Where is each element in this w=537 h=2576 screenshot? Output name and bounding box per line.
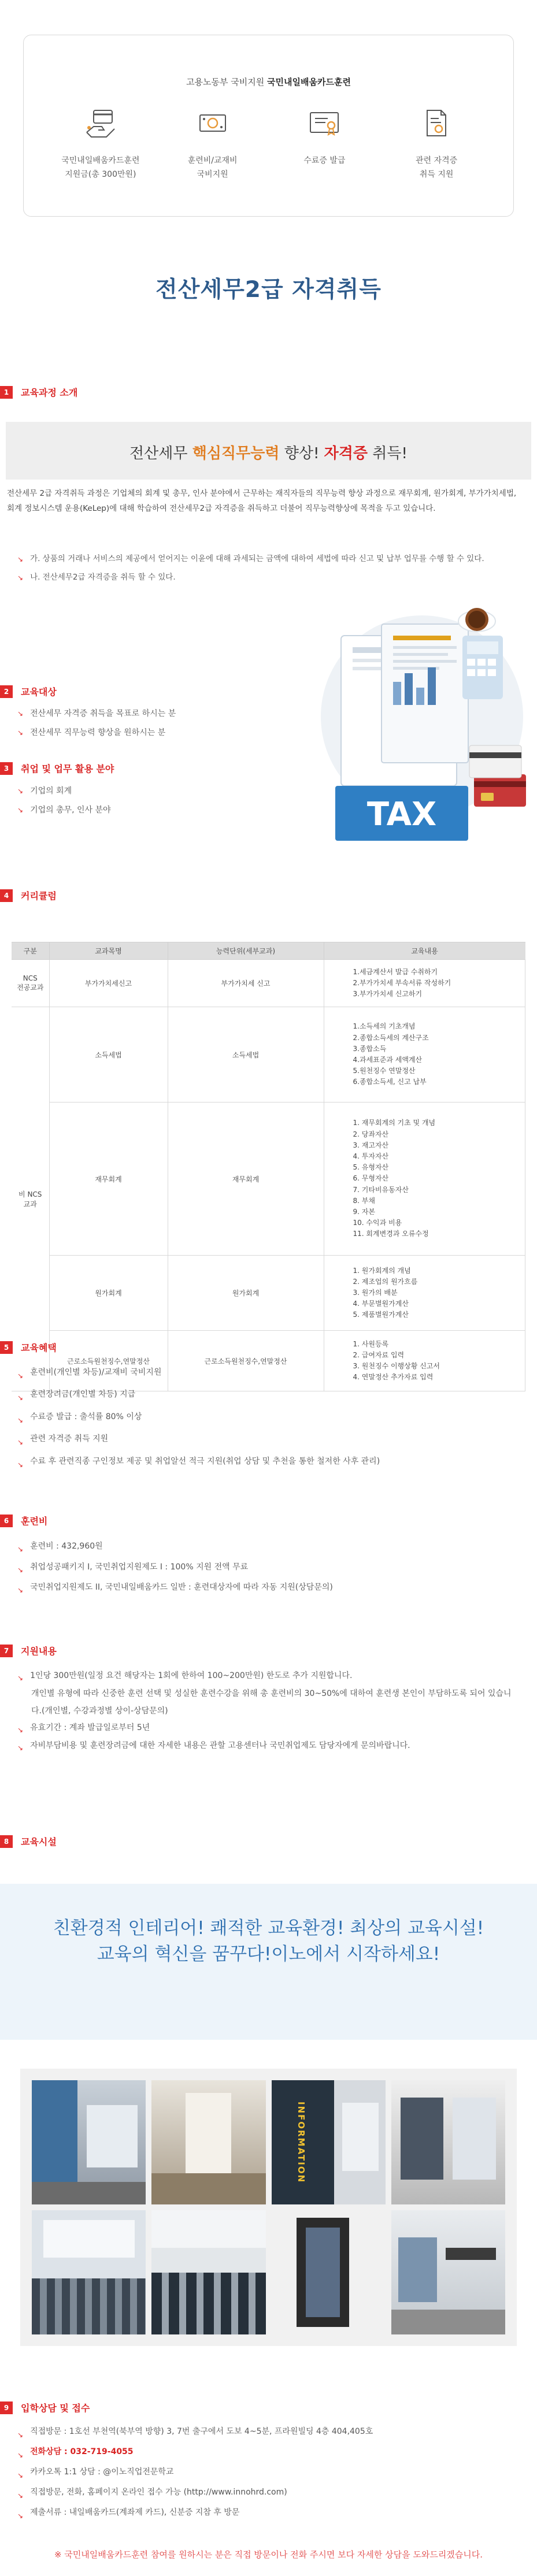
- section-title: 입학상담 및 접수: [21, 2403, 90, 2414]
- section-header-intro: [0, 385, 77, 399]
- section-number: 9: [0, 2401, 13, 2414]
- list-item: ↘ 직접방문 : 1호선 부천역(북부역 방향) 3, 7번 출구에서 도보 4~5분, 프라원빌딩 4층 404,405호: [17, 2423, 526, 2443]
- facility-photo-hallway: [391, 2080, 505, 2204]
- benefit-label-card: 국민내일배움카드훈련 지원금(총 300만원): [61, 156, 140, 179]
- benefits-box: [23, 35, 514, 217]
- arrow-icon: ↘: [17, 806, 24, 814]
- employment-list: [17, 784, 111, 818]
- facility-banner: [0, 1884, 537, 2040]
- arrow-icon: ↘: [17, 1545, 24, 1553]
- facility-photo-grid: [20, 2069, 517, 2346]
- benefit-label-license: 관련 자격증 취득 지원: [416, 156, 458, 179]
- table-cell-contents: 1.소득세의 기초개념 2.종합소득세의 계산구조 3.종합소득 4.과세표준과 세액계산 5.원천징수 연말정산 6.종합소득세, 신고 납부: [324, 1007, 525, 1103]
- table-header: 교육내용: [324, 942, 525, 960]
- section-title: 교육대상: [21, 686, 57, 697]
- hand-card-icon: [82, 105, 119, 142]
- section-number: 2: [0, 685, 13, 698]
- list-item: ↘ 취업성공패키지 I, 국민취업지원제도 I : 100% 지원 전액 무료: [17, 1558, 526, 1579]
- table-row: [12, 960, 525, 1007]
- table-row: [12, 1256, 525, 1331]
- section-number: 7: [0, 1645, 13, 1657]
- curriculum-table: [12, 942, 525, 1391]
- kakao-contact[interactable]: ↘ 카카오톡 1:1 상담 : @이노직업전문학교: [17, 2463, 526, 2484]
- table-cell-subject: 재무회계: [49, 1103, 168, 1256]
- list-item: ↘ 유효기간 : 계좌 발급일로부터 5년: [17, 1720, 520, 1738]
- table-row: [12, 1103, 525, 1256]
- benefits-title-prefix: 고용노동부 국비지원: [186, 77, 265, 87]
- arrow-icon: ↘: [17, 1586, 24, 1595]
- table-cell-category: NCS 전공교과: [12, 960, 49, 1007]
- phone-contact[interactable]: ↘ 전화상담 : 032-719-4055: [17, 2443, 526, 2463]
- facility-photo-classroom-2: [151, 2210, 265, 2334]
- section-header-benefits: [0, 1341, 57, 1354]
- benefit-item-certificate: [278, 105, 371, 182]
- intro-headline-box: [6, 422, 531, 480]
- arrow-icon: ↘: [17, 1744, 24, 1753]
- footer-note: ※ 국민내일배움카드훈련 참여를 원하시는 분은 직접 방문이나 전화 주시면 보다 자세한 상담을 도와드리겠습니다.: [54, 2549, 483, 2560]
- arrow-icon: ↘: [17, 1460, 24, 1469]
- section-title: 교육과정 소개: [21, 387, 78, 398]
- facility-photo-classroom-1: [32, 2210, 146, 2334]
- website-contact[interactable]: ↘ 직접방문, 전화, 홈페이지 온라인 접수 가능 (http://www.innohrd.com): [17, 2484, 526, 2504]
- table-cell-contents: 1. 사원등록 2. 급여자료 입력 3. 원천징수 이행상황 신고서 4. 연말정산 추가자료 입력: [324, 1331, 525, 1391]
- section-number: 4: [0, 889, 13, 902]
- facility-photo-lobby: [32, 2080, 146, 2204]
- list-item: ↘ 훈련비 : 432,960원: [17, 1537, 526, 1558]
- benefits-title: [24, 76, 513, 88]
- section-header-fee: [0, 1514, 47, 1527]
- table-cell-unit: 부가가치세 신고: [168, 960, 324, 1007]
- benefit-label-money: 훈련비/교재비 국비지원: [187, 156, 238, 179]
- benefit-label-certificate: 수료증 발급: [303, 156, 346, 165]
- section-header-contact: [0, 2401, 90, 2414]
- section-number: 3: [0, 762, 13, 775]
- list-item: ↘ 1인당 300만원(일정 요건 해당자는 1회에 한하여 100~200만원) 한도로 추가 지원합니다.: [17, 1668, 520, 1686]
- benefits-list: [17, 1363, 526, 1473]
- list-item: ↘ 전산세무 자격증 취득을 목표로 하시는 분: [17, 706, 176, 722]
- arrow-icon: ↘: [17, 1725, 24, 1734]
- arrow-icon: ↘: [17, 573, 24, 582]
- arrow-icon: ↘: [17, 1438, 24, 1447]
- facility-photo-door: [272, 2210, 386, 2334]
- list-item: ↘ 훈련비(개인별 차등)/교재비 국비지원: [17, 1363, 526, 1384]
- certificate-icon: [306, 105, 343, 142]
- facility-photo-information: [272, 2080, 386, 2204]
- arrow-icon: ↘: [17, 2512, 24, 2520]
- contact-list: [17, 2423, 526, 2524]
- list-item: 개인별 유형에 따라 신중한 훈련 선택 및 성실한 훈련수강을 위해 총 훈련비의 30~50%에 대하여 훈련생 본인이 부담하도록 되어 있습니다.(개인별, 수강과정별 상이-상담문의): [31, 1689, 512, 1716]
- svg-text:TAX: TAX: [366, 796, 437, 833]
- list-item: ↘ 나. 전산세무2급 자격증을 취득 할 수 있다.: [17, 570, 520, 585]
- arrow-icon: ↘: [17, 710, 24, 718]
- section-title: 취업 및 업무 활용 분야: [21, 763, 114, 774]
- table-cell-subject: 원가회계: [49, 1256, 168, 1331]
- list-item: ↘ 관련 자격증 취득 지원: [17, 1429, 526, 1451]
- money-bill-icon: [194, 105, 231, 142]
- list-item: ↘ 훈련장려금(개인별 차등) 지급: [17, 1384, 526, 1406]
- table-header: 교과목명: [49, 942, 168, 960]
- list-item: ↘ 가. 상품의 거래나 서비스의 제공에서 얻어지는 이윤에 대해 과세되는 금액에 대하여 세법에 따라 신고 및 납부 업무를 수행 할 수 있다.: [17, 552, 520, 567]
- arrow-icon: ↘: [17, 1394, 24, 1402]
- tax-illustration: [301, 601, 532, 844]
- benefit-item-money: [166, 105, 259, 182]
- table-header: 능력단위(세부교과): [168, 942, 324, 960]
- arrow-icon: ↘: [17, 2492, 24, 2500]
- arrow-icon: ↘: [17, 1674, 24, 1682]
- table-cell-unit: 소득세법: [168, 1007, 324, 1103]
- section-header-target: [0, 685, 57, 698]
- list-item: ↘ 제출서류 : 내일배움카드(계좌제 카드), 신분증 지참 후 방문: [17, 2504, 526, 2524]
- benefits-title-bold: 국민내일배움카드훈련: [267, 77, 351, 87]
- table-cell-subject: 근로소득원천징수,연말정산: [49, 1331, 168, 1391]
- section-number: 8: [0, 1835, 13, 1848]
- table-cell-contents: 1. 재무회계의 기초 및 개념 2. 당좌자산 3. 재고자산 4. 투자자산 5. 유형자산 6. 무형자산 7. 기타비유동자산 8. 부채 9. 자본 10. 수익과 비용 11. 회계변경과 오류수정: [324, 1103, 525, 1256]
- section-header-facility: [0, 1835, 57, 1848]
- table-header: 구분: [12, 942, 49, 960]
- arrow-icon: ↘: [17, 728, 24, 737]
- table-header-row: [12, 942, 525, 960]
- section-header-curriculum: [0, 889, 57, 902]
- arrow-icon: ↘: [17, 1416, 24, 1424]
- target-list: [17, 706, 176, 740]
- support-list: [17, 1668, 520, 1755]
- list-item: ↘ 기업의 회계: [17, 784, 111, 799]
- table-cell-contents: 1.세금계산서 발급 수취하기 2.부가가치세 부속서류 작성하기 3.부가가치세 신고하기: [324, 960, 525, 1007]
- section-title: 훈련비: [21, 1516, 48, 1527]
- arrow-icon: ↘: [17, 2471, 24, 2480]
- table-cell-unit: 근로소득원천징수,연말정산: [168, 1331, 324, 1391]
- arrow-icon: ↘: [17, 1372, 24, 1380]
- section-number: 6: [0, 1515, 13, 1527]
- list-item: ↘ 기업의 총무, 인사 분야: [17, 803, 111, 818]
- arrow-icon: ↘: [17, 555, 24, 563]
- section-title: 커리큘럼: [21, 890, 57, 901]
- section-header-employment: [0, 762, 114, 775]
- section-title: 교육혜택: [21, 1342, 57, 1353]
- list-item: ↘ 전산세무 직무능력 향상을 원하시는 분: [17, 725, 176, 741]
- table-cell-unit: 원가회계: [168, 1256, 324, 1331]
- arrow-icon: ↘: [17, 787, 24, 795]
- table-cell-unit: 재무회계: [168, 1103, 324, 1256]
- arrow-icon: ↘: [17, 1565, 24, 1574]
- table-cell-subject: 소득세법: [49, 1007, 168, 1103]
- license-document-icon: [418, 105, 455, 142]
- intro-paragraph: 전산세무 2급 자격취득 과정은 기업체의 회계 및 총무, 인사 분야에서 근무하는 재직자들의 직무능력 향상 과정으로 재무회계, 원가회계, 부가가치세법, 회계 정보시스템 운용(KeLep)에 대해 학습하여 전산세무2급 자격증을 취득하고 더불어 직무능력향상에 목적을 두고 있습니다.: [7, 489, 517, 513]
- table-cell-subject: 부가가치세신고: [49, 960, 168, 1007]
- benefit-item-license: [390, 105, 483, 182]
- section-number: 1: [0, 386, 13, 399]
- table-cell-contents: 1. 원가회계의 개념 2. 제조업의 원가흐름 3. 원가의 배분 4. 부문별원가계산 5. 제품별원가계산: [324, 1256, 525, 1331]
- list-item: ↘ 자비부담비용 및 훈련장려금에 대한 자세한 내용은 관할 고용센터나 국민취업제도 담당자에게 문의바랍니다.: [17, 1738, 520, 1755]
- facility-photo-corridor: [151, 2080, 265, 2204]
- section-number: 5: [0, 1341, 13, 1354]
- benefit-item-card: [54, 105, 147, 182]
- facility-banner-text: 친환경적 인테리어! 쾌적한 교육환경! 최상의 교육시설! 교육의 혁신을 꿈꾸다!이노에서 시작하세요!: [53, 1918, 484, 1965]
- section-title: 교육시설: [21, 1836, 57, 1847]
- fee-list: [17, 1537, 526, 1599]
- page-title: 전산세무2급 자격취득: [155, 277, 382, 303]
- arrow-icon: ↘: [17, 2431, 24, 2439]
- facility-photo-lounge: [391, 2210, 505, 2334]
- list-item: ↘ 수료 후 관련직종 구인정보 제공 및 취업알선 적극 지원(취업 상담 및 추천을 통한 철저한 사후 관리): [17, 1452, 526, 1473]
- table-row: [12, 1007, 525, 1103]
- arrow-icon: ↘: [17, 2451, 24, 2459]
- table-cell-category: 비 NCS 교과: [12, 1007, 49, 1391]
- section-header-support: [0, 1644, 57, 1657]
- information-sign: INFORMATION: [295, 2101, 306, 2184]
- list-item: ↘ 국민취업지원제도 II, 국민내일배움카드 일반 : 훈련대상자에 따라 자동 지원(상담문의): [17, 1578, 526, 1599]
- intro-headline: 전산세무 핵심직무능력 향상! 자격증 취득!: [129, 445, 408, 462]
- intro-notes: [17, 552, 520, 585]
- section-title: 지원내용: [21, 1646, 57, 1657]
- list-item: ↘ 수료증 발급 : 출석률 80% 이상: [17, 1407, 526, 1429]
